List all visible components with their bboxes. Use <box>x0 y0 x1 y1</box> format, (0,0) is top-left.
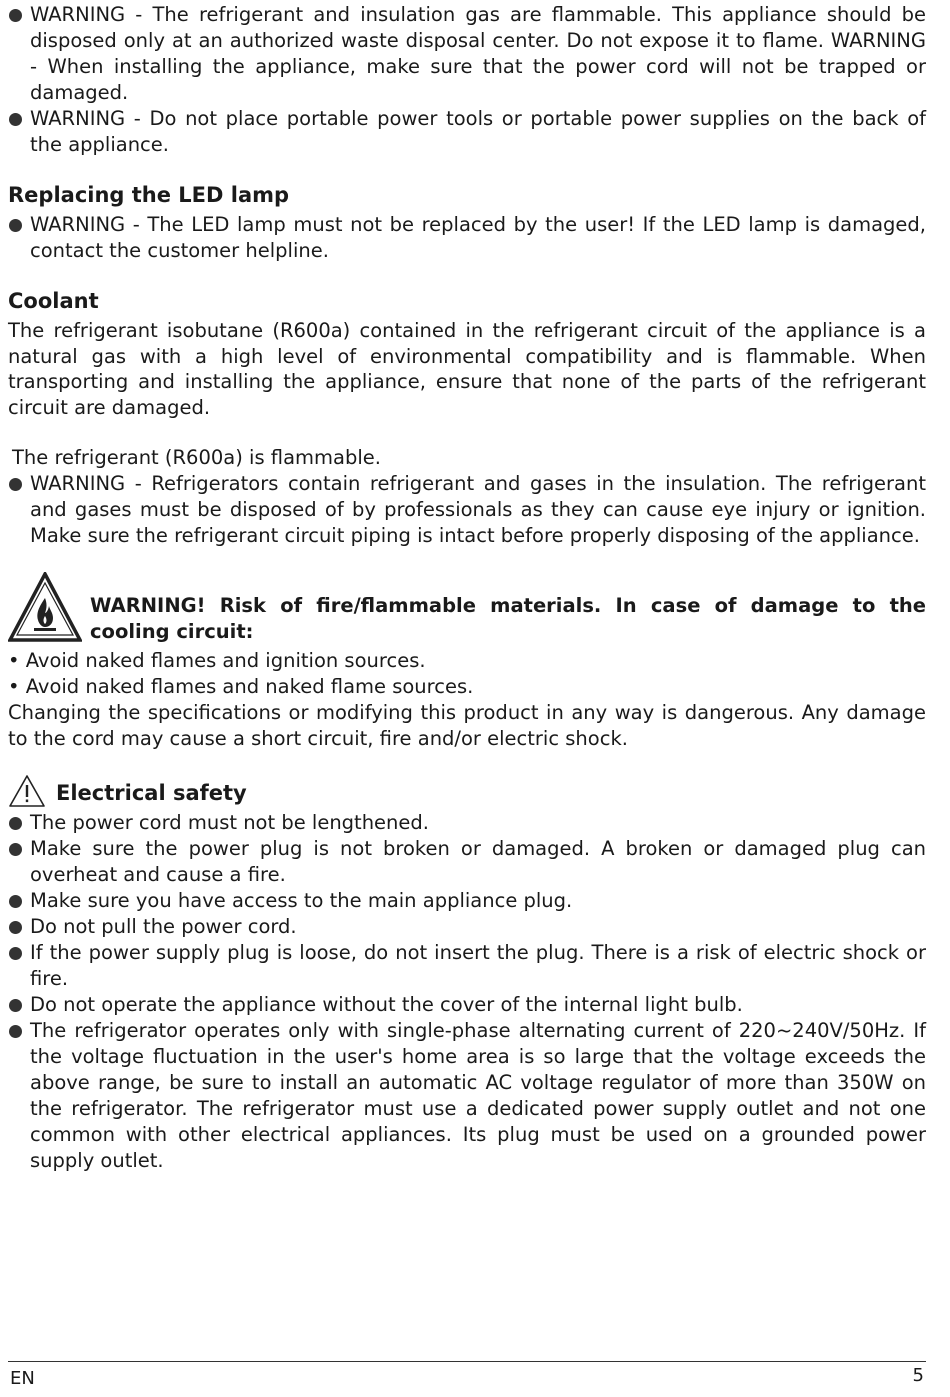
bullet-text: The power cord must not be lengthened. <box>30 811 429 834</box>
fire-warning-heading: WARNING! Risk of fire/flammable materials. In case of damage to the cooling circuit: <box>90 594 926 643</box>
bullet-icon <box>9 921 22 934</box>
coolant-paragraph: The refrigerant isobutane (R600a) contained in the refrigerant circuit of the appliance is a natural gas with a high level of environmental compatibility and is flammable. When transporting and installing the appliance, ensure that none of the parts of the refrigerant circuit are damaged. <box>8 319 926 419</box>
list-item <box>8 471 926 549</box>
bullet-icon <box>9 999 22 1012</box>
bullet-text: WARNING - The LED lamp must not be replaced by the user! If the LED lamp is damaged, contact the customer helpline. <box>30 213 926 262</box>
list-item <box>8 2 926 106</box>
footer-divider <box>8 1361 926 1362</box>
bullet-text: WARNING - Do not place portable power tools or portable power supplies on the back of the appliance. <box>30 107 926 156</box>
electrical-safety-header <box>8 774 926 808</box>
bullet-text: Make sure you have access to the main appliance plug. <box>30 889 573 912</box>
bullet-icon <box>9 1025 22 1038</box>
list-item <box>8 1018 926 1174</box>
electrical-heading: Electrical safety <box>56 781 247 805</box>
bullet-text: If the power supply plug is loose, do not insert the plug. There is a risk of electric shock or fire. <box>30 941 926 990</box>
bullet-text: Make sure the power plug is not broken or damaged. A broken or damaged plug can overheat and cause a fire. <box>30 837 926 886</box>
list-item <box>8 992 926 1018</box>
bullet-icon <box>9 478 22 491</box>
bullet-icon <box>9 219 22 232</box>
led-heading: Replacing the LED lamp <box>8 183 290 207</box>
list-item <box>8 106 926 158</box>
list-item <box>8 810 926 836</box>
bullet-icon <box>9 113 22 126</box>
fire-warning-item: • Avoid naked flames and ignition sources. <box>8 649 426 672</box>
list-item <box>8 940 926 992</box>
bullet-icon <box>9 9 22 22</box>
bullet-icon <box>9 947 22 960</box>
list-item <box>8 888 926 914</box>
page-number: 5 <box>912 1365 924 1386</box>
coolant-heading: Coolant <box>8 289 99 313</box>
manual-page <box>8 2 926 1174</box>
footer-language: EN <box>10 1368 35 1389</box>
bullet-icon <box>9 843 22 856</box>
fire-warning-paragraph: Changing the specifications or modifying this product in any way is dangerous. Any damage to the cord may cause a short circuit, fire and/or electric shock. <box>8 701 926 750</box>
alert-triangle-icon <box>8 774 46 808</box>
bullet-text: The refrigerator operates only with single-phase alternating current of 220~240V/50Hz. If the voltage fluctuation in the user's home area is so large that the voltage exceeds the above range, be sure to install an automatic AC voltage regulator of more than 350W on the refrigerator. The refrigerator must use a dedicated power supply outlet and not one common with other electrical appliances. Its plug must be used on a grounded power supply outlet. <box>30 1019 926 1172</box>
electrical-list <box>8 810 926 1174</box>
bullet-text: Do not pull the power cord. <box>30 915 297 938</box>
list-item <box>8 836 926 888</box>
bullet-text: WARNING - Refrigerators contain refrigerant and gases in the insulation. The refrigerant and gases must be disposed of by professionals as they can cause eye injury or ignition. Make sure the refrigerant circuit piping is intact before properly disposing of the appliance. <box>30 472 926 547</box>
flammable-warning-icon <box>8 572 82 642</box>
bullet-icon <box>9 895 22 908</box>
bullet-text: Do not operate the appliance without the cover of the internal light bulb. <box>30 993 743 1016</box>
fire-warning-block <box>8 572 926 648</box>
bullet-text: WARNING - The refrigerant and insulation gas are flammable. This appliance should be disposed only at an authorized waste disposal center. Do not expose it to flame. WARNING - When installing the appliance, make sure that the power cord will not be trapped or damaged. <box>30 3 926 104</box>
bullet-icon <box>9 817 22 830</box>
list-item <box>8 914 926 940</box>
coolant-note: The refrigerant (R600a) is flammable. <box>12 446 381 469</box>
fire-warning-item: • Avoid naked flames and naked flame sources. <box>8 675 474 698</box>
list-item <box>8 212 926 264</box>
